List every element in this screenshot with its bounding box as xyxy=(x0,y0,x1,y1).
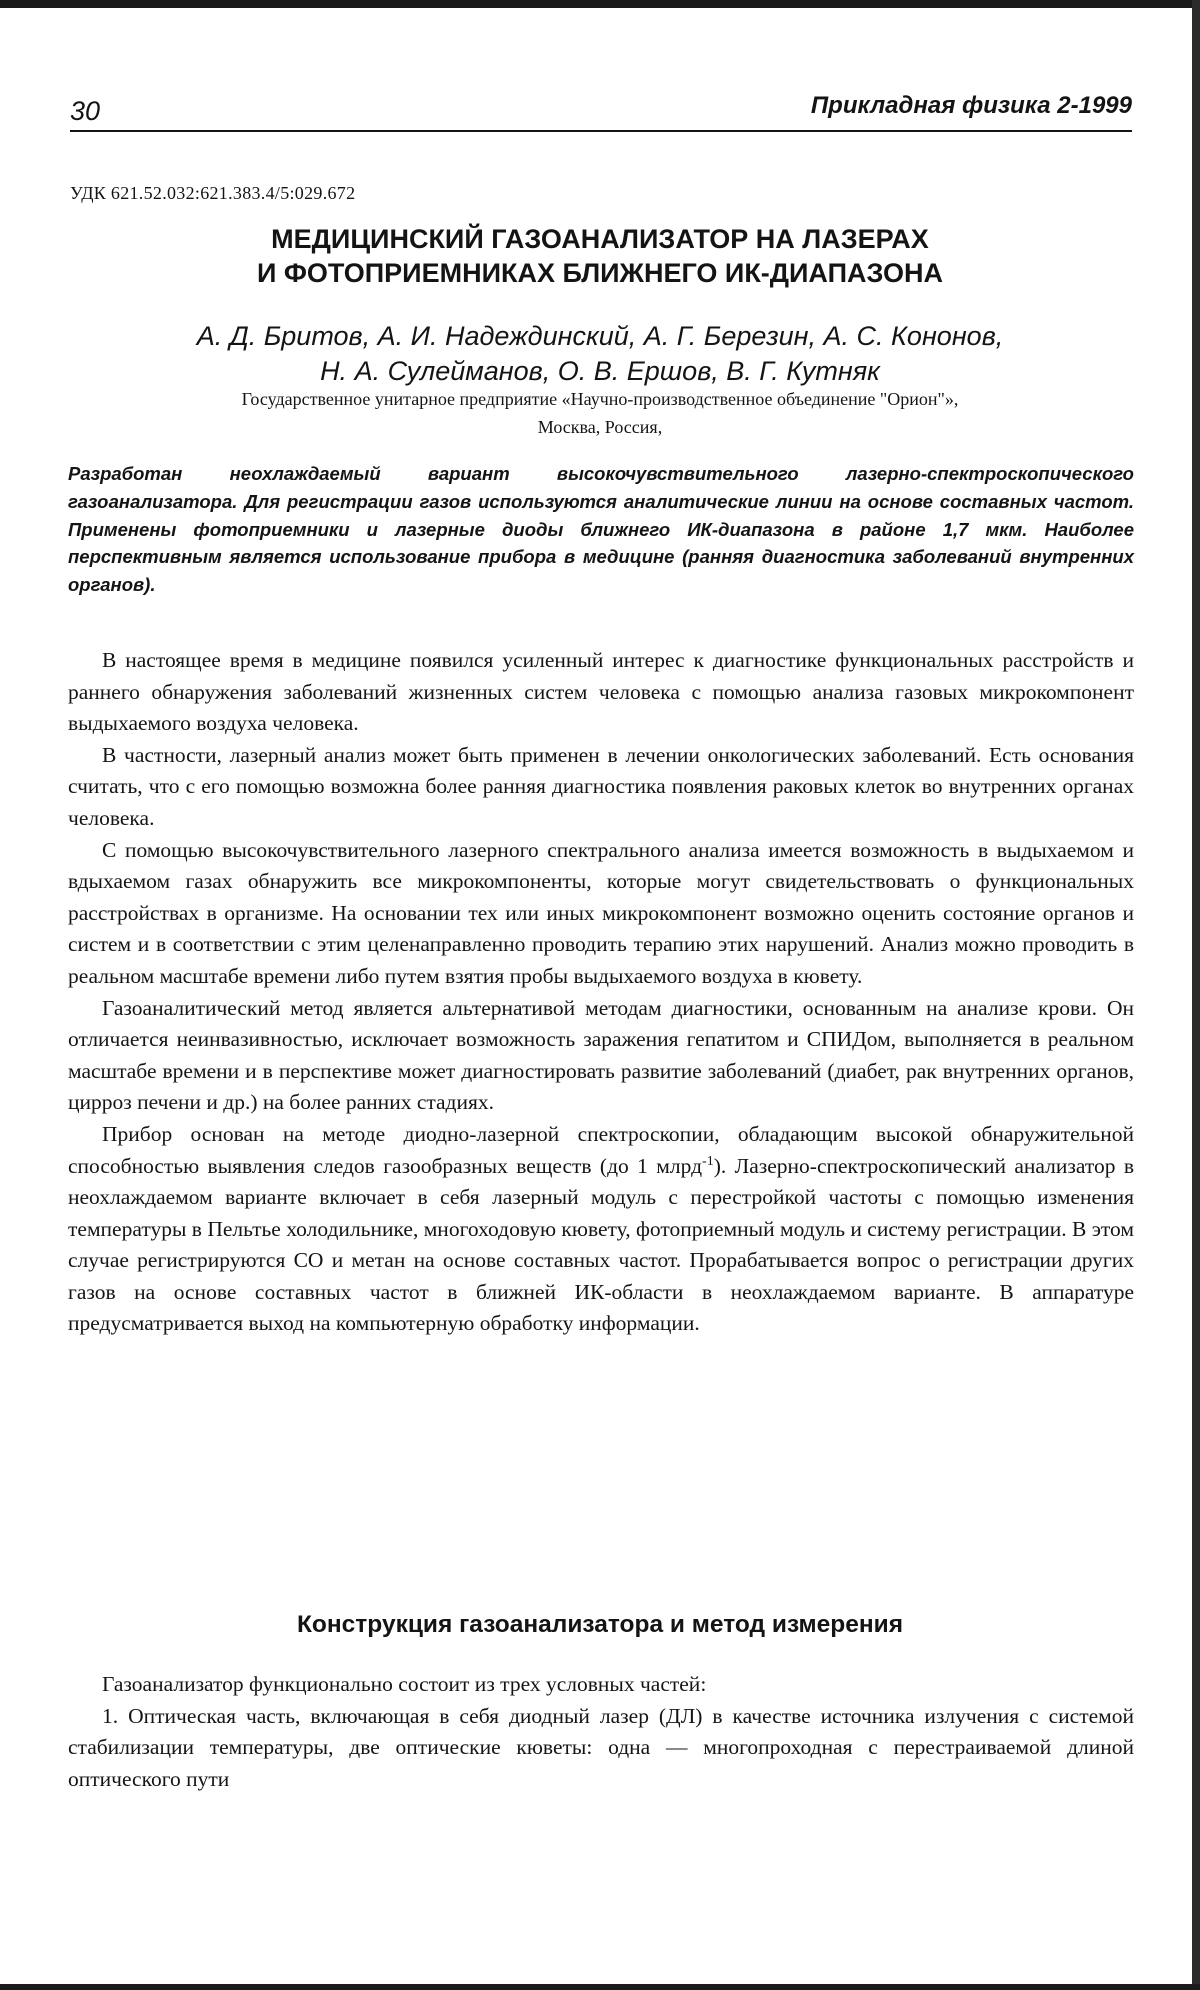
paragraph: С помощью высокочувствительного лазерного спектрального анализа имеется возможность в выдыхаемом и вдыхаемом газах обнаружить все микрокомпоненты, которые могут свидетельствовать о функциональных расстройствах в организме. На основании тех или иных микрокомпонент возможно оценить состояние органов и систем и в соответствии с этим целенаправленно проводить терапию этих нарушений. Анализ можно проводить в реальном масштабе времени либо путем взятия пробы выдыхаемого воздуха в кювету. xyxy=(68,837,1134,988)
header-rule xyxy=(70,130,1132,132)
scan-edge-bottom xyxy=(0,1984,1200,1990)
paragraph: Газоанализатор функционально состоит из трех условных частей: xyxy=(102,1672,707,1696)
udk-code: УДК 621.52.032:621.383.4/5:029.672 xyxy=(70,183,356,203)
body-text xyxy=(68,645,1134,1340)
superscript: -1 xyxy=(702,1153,714,1169)
paragraph xyxy=(68,1119,1134,1340)
author-list xyxy=(100,319,1100,389)
article-title-line: МЕДИЦИНСКИЙ ГАЗОАНАЛИЗАТОР НА ЛАЗЕРАХ xyxy=(271,224,929,254)
article-title xyxy=(100,222,1100,290)
section-body xyxy=(68,1669,1134,1795)
affiliation xyxy=(120,385,1080,441)
paragraph: 1. Оптическая часть, включающая в себя диодный лазер (ДЛ) в качестве источника излучения с системой стабилизации температуры, две оптические кюветы: одна — многопроходная с перестраиваемой длиной оптического пути xyxy=(68,1703,1134,1791)
affiliation-line: Москва, Россия, xyxy=(537,417,663,437)
section-heading: Конструкция газоанализатора и метод измерения xyxy=(296,1611,904,1638)
paragraph: В настоящее время в медицине появился усиленный интерес к диагностике функциональных расстройств и раннего обнаружения заболеваний жизненных систем человека с помощью анализа газовых микрокомпонент выдыхаемого воздуха человека. xyxy=(68,648,1134,736)
page-number: 30 xyxy=(70,96,101,126)
scan-edge-right xyxy=(1192,0,1200,1990)
affiliation-line: Государственное унитарное предприятие «Научно-производственное объединение "Орион"», xyxy=(241,389,959,409)
article-title-line: И ФОТОПРИЕМНИКАХ БЛИЖНЕГО ИК-ДИАПАЗОНА xyxy=(256,258,944,288)
author-line: А. Д. Бритов, А. И. Надеждинский, А. Г. Березин, А. С. Кононов, xyxy=(196,321,1004,351)
journal-title: Прикладная физика 2-1999 xyxy=(810,92,1132,119)
abstract: Разработан неохлаждаемый вариант высокочувствительного лазерно-спектроскопического газоанализатора. Для регистрации газов используются аналитические линии на основе составных частот. Применены фотоприемники и лазерные диоды ближнего ИК-диапазона в районе 1,7 мкм. Наиболее перспективным является использование прибора в медицине (ранняя диагностика заболеваний внутренних органов). xyxy=(68,463,1134,596)
paragraph: В частности, лазерный анализ может быть применен в лечении онкологических заболеваний. Есть основания считать, что с его помощью возможна более ранняя диагностика появления раковых клеток во внутренних органах человека. xyxy=(68,742,1134,830)
paragraph: Газоаналитический метод является альтернативой методам диагностики, основанным на анализе крови. Он отличается неинвазивностью, исключает возможность заражения гепатитом и СПИДом, выполняется в реальном масштабе времени и в перспективе может диагностировать развитие заболеваний (диабет, рак внутренних органов, цирроз печени и др.) на более ранних стадиях. xyxy=(68,995,1134,1115)
scan-edge-top xyxy=(0,0,1200,8)
paragraph-text: Прибор основан на методе диодно-лазерной спектроскопии, обладающим высокой обнаружительной способностью выявления следов газообразных веществ (до 1 млрд xyxy=(68,1121,1134,1178)
author-line: Н. А. Сулейманов, О. В. Ершов, В. Г. Кутняк xyxy=(320,356,880,386)
paragraph-text: ). Лазерно-спектроскопический анализатор в неохлаждаемом варианте включает в себя лазерный модуль с перестройкой частоты с помощью изменения температуры в Пельтье холодильнике, многоходовую кювету, фотоприемный модуль и систему регистрации. В этом случае регистрируются СО и метан на основе составных частот. Прорабатывается вопрос о регистрации других газов на основе составных частот в ближней ИК-области в неохлаждаемом варианте. В аппаратуре предусматривается выход на компьютерную обработку информации. xyxy=(68,1153,1134,1336)
